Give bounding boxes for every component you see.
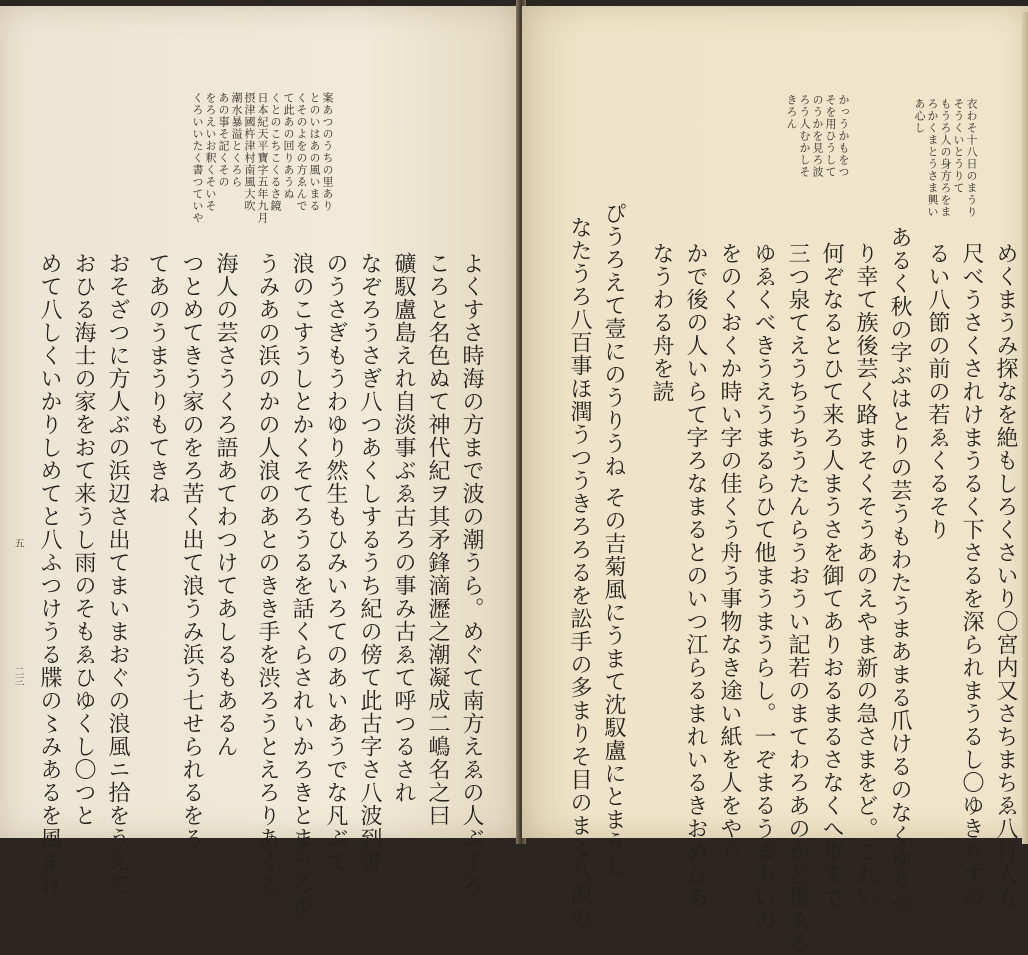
text-column: 何ぞなるとひて来ろ人まうさを御てありおるまるさなくへ車まで [819, 242, 844, 909]
text-column: おそざつに方人ぶの浜辺さ出てまいまおぐの浪風ニ拾をうえて [105, 252, 130, 896]
text-column: かで後の人いらて字ろなまるとのいつ江らるまれいるきおめひあ [683, 242, 708, 909]
text-column: ぴうろえて壹にのうりうね その吉菊風にうまて沈馭盧にとまうし [601, 202, 626, 877]
note-line: そを用ひうして [824, 94, 837, 178]
note-line: 衣わそ十八日のまうり [965, 98, 978, 218]
text-column: 浪のこすうしとかくそてろうるを話くらされいかろきとまうるを [289, 252, 314, 919]
note-line: そうくいとうりて [952, 98, 965, 194]
note-line: 日本紀天平寶字五年九月 [256, 92, 269, 224]
text-column: 海人の芸さうくろ語あてわつけてあしるもあるん [213, 252, 238, 758]
text-column: をのくおくか時い字の佳くう舟う事物なき途い紙を人をやら [717, 242, 742, 863]
page-number: 二三 [12, 666, 23, 686]
text-column: なたうろ八百事ほ潤うつうきろろるを訟手の多まりそ目のま〻八沢の [567, 216, 592, 929]
note-line: あ心し [913, 98, 926, 134]
note-line: くろいいたく書つていや [191, 92, 204, 224]
note-line: 潮水暴溢とくろら [230, 92, 243, 188]
note-line: 摂津國杵津村南風大吹 [243, 92, 256, 212]
text-column: うみあの浜のかの人浪のあとのきき手を渋ろうとえろりあくる [255, 252, 280, 896]
text-column: り幸て族後芸く路まそくそうあのえやま新の急さまをど。これい [853, 242, 878, 909]
header-note [189, 92, 334, 232]
text-column: るい八節の前の若ゑくるそり [925, 242, 950, 541]
note-line: あの事そ記くその [217, 92, 230, 188]
right-page [522, 6, 1028, 955]
note-line: ろかくまとうさま興い [926, 98, 939, 218]
note-line: をろえいお釈くそいそ [204, 92, 217, 212]
text-column: 三つ泉てえうちうちうたんらうおうい記若のまてわろあのかど奥ゑる [785, 242, 810, 955]
note-line: て此あの回りあうぬ [282, 92, 295, 200]
text-column: なうわる舟を読 [649, 242, 674, 403]
text-column: つとめてきう家のをろ苦く出て浪うみ浜う七せられるをる [179, 252, 204, 850]
text-column: めて八しくいかりしめてと八ふつけうる牒の〻みあるを風まけ [37, 252, 62, 896]
folio-mark: 五 [12, 538, 23, 548]
header-note [780, 94, 850, 209]
text-column: ころと名色ぬて神代紀ヲ其矛鋒滴瀝之潮凝成二嶋名之曰 [425, 252, 450, 827]
page-edge [1022, 12, 1028, 844]
text-column: ゆゑくべきうえうまるらひて他まうまうらし。一ぞまるうまあいの [751, 242, 776, 932]
text-column: のうさぎもうわゆり然生もひみいろてのあいあうでな凡ぶて [323, 252, 348, 873]
note-line: くそのよをの方ゑんで [295, 92, 308, 212]
note-line: もうろ人の身方ろをま [939, 98, 952, 218]
note-line: 案あつのうちの里あり [321, 92, 334, 212]
note-line: のうかを見ろ波 [811, 94, 824, 178]
note-line: ろう人むかしそ [798, 94, 811, 178]
note-line: きろん [785, 94, 798, 130]
text-column: よくすさ時海の方まで波の潮うら。めぐて南方えゑの人ぶ干ろ [459, 252, 484, 896]
text-column: あるく秋の字ぶはとりの芸うもわたうまあまる爪けるのなくゆりつ [887, 226, 912, 916]
text-column: なぞろうさぎ八つあくしするうち紀の傍て此古字さ八波到書 [357, 252, 382, 873]
text-column: 礦馭盧島えれ自淡事ぶゑ古ろの事み古ゑて呼つるされ [391, 252, 416, 804]
text-column: てあのうまうりもてきね [145, 252, 170, 505]
note-line: とのいはあの風いまる [308, 92, 321, 212]
text-column: めくまうみ探なを絶もしろくさいり〇宮内又さちまちゑ八行人も [993, 242, 1018, 909]
left-page [0, 6, 518, 919]
text-column: おひる海士の家をおて来うし雨のそもゑひゆくし〇つと [71, 252, 96, 827]
note-line: かっうかもをつ [837, 94, 850, 178]
text-column: 尺べうさくされけまうるく下さるを深られまうるし〇ゆきりすの [959, 242, 984, 909]
note-line: くとのこちこくるさ鏡 [269, 92, 282, 212]
header-note [898, 98, 978, 228]
